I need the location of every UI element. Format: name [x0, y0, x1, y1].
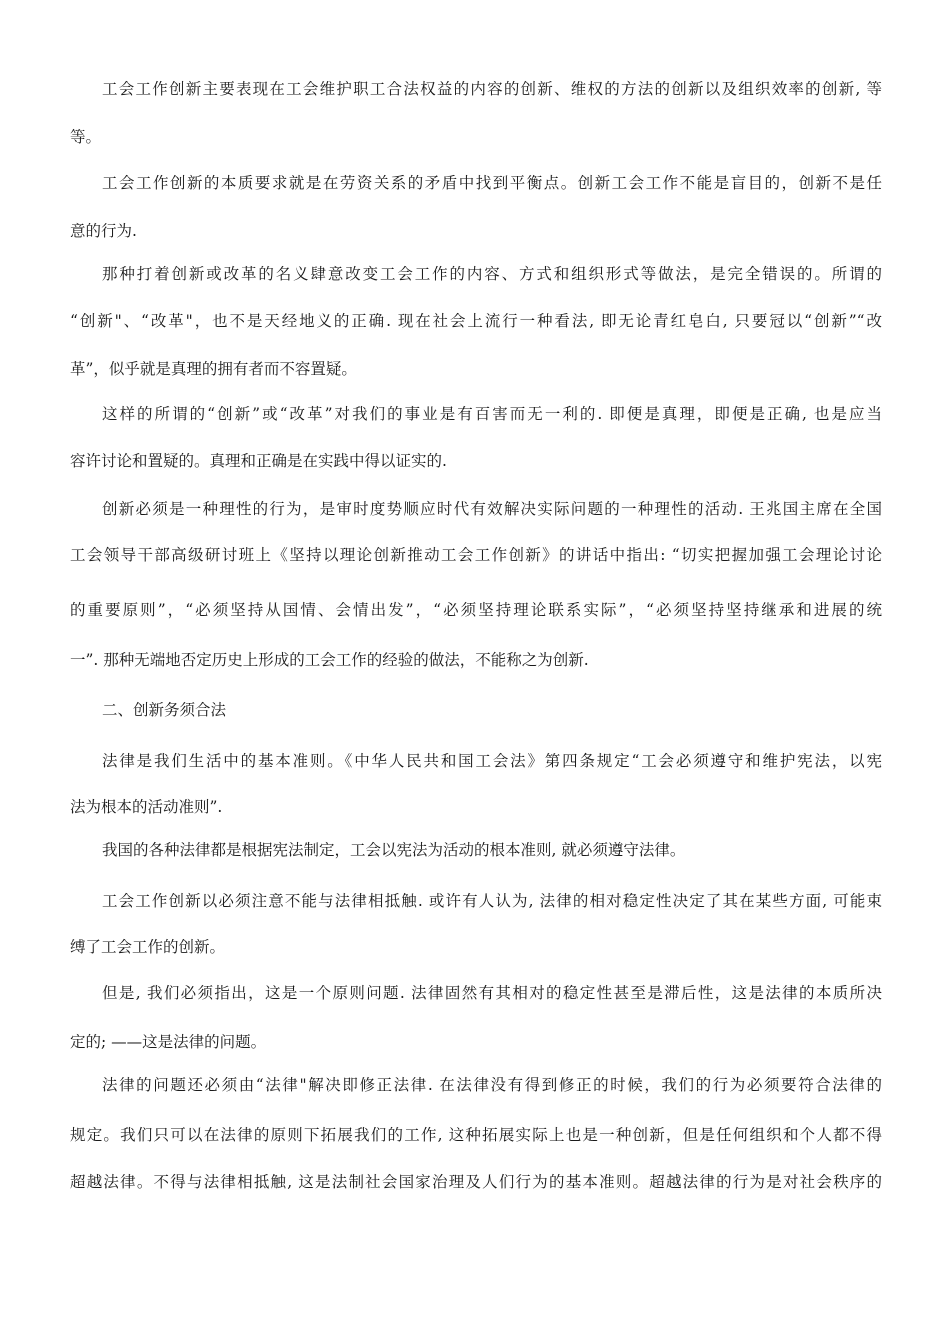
text-line: 法律的问题还必须由“法律"解决即修正法律. 在法律没有得到修正的时候，我们的行为必须要符合法律的 [102, 1076, 882, 1094]
text-line: 的重要原则”，“必须坚持从国情、会情出发”，“必须坚持理论联系实际”，“必须坚持坚持继承和进展的统 [70, 601, 882, 619]
text-line: 容许讨论和置疑的。真理和正确是在实践中得以证实的. [70, 452, 447, 470]
text-line: 工会工作创新主要表现在工会维护职工合法权益的内容的创新、维权的方法的创新以及组织效率的创新, 等 [102, 80, 882, 98]
text-line: 超越法律。不得与法律相抵触, 这是法制社会国家治理及人们行为的基本准则。超越法律的行为是对社会秩序的 [70, 1173, 882, 1191]
text-line: 等。 [70, 128, 102, 146]
text-line: 那种打着创新或改革的名义肆意改变工会工作的内容、方式和组织形式等做法，是完全错误的。所谓的 [102, 265, 882, 283]
text-line: 工会领导干部高级研讨班上《坚持以理论创新推动工会工作创新》的讲话中指出: “切实把握加强工会理论讨论 [70, 546, 882, 564]
text-line: 一”. 那种无端地否定历史上形成的工会工作的经验的做法，不能称之为创新. [70, 651, 589, 669]
text-line: 这样的所谓的“创新”或“改革”对我们的事业是有百害而无一利的. 即便是真理，即便是正确, 也是应当 [102, 405, 882, 423]
text-line: 但是, 我们必须指出，这是一个原则问题. 法律固然有其相对的稳定性甚至是滞后性，这是法律的本质所决 [102, 984, 882, 1002]
text-line: 缚了工会工作的创新。 [70, 938, 226, 956]
text-line: 我国的各种法律都是根据宪法制定，工会以宪法为活动的根本准则, 就必须遵守法律。 [102, 841, 686, 859]
text-line: 法律是我们生活中的基本准则。《中华人民共和国工会法》第四条规定“工会必须遵守和维护宪法，以宪 [102, 752, 882, 770]
text-line: 工会工作创新的本质要求就是在劳资关系的矛盾中找到平衡点。创新工会工作不能是盲目的，创新不是任 [102, 174, 882, 192]
section-heading: 二、创新务须合法 [102, 701, 227, 719]
text-line: 革”，似乎就是真理的拥有者而不容置疑。 [70, 360, 357, 378]
text-line: 法为根本的活动准则”. [70, 798, 223, 816]
text-line: “创新"、“改革"，也不是天经地义的正确. 现在社会上流行一种看法, 即无论青红皂白, 只要冠以“创新”“改 [70, 312, 882, 330]
text-line: 意的行为. [70, 222, 137, 240]
text-line: 工会工作创新以必须注意不能与法律相抵触. 或许有人认为, 法律的相对稳定性决定了其在某些方面, 可能束 [102, 892, 882, 910]
text-line: 定的; ——这是法律的问题。 [70, 1033, 267, 1051]
text-line: 规定。我们只可以在法律的原则下拓展我们的工作, 这种拓展实际上也是一种创新，但是任何组织和个人都不得 [70, 1126, 882, 1144]
text-line: 创新必须是一种理性的行为，是审时度势顺应时代有效解决实际问题的一种理性的活动. 王兆国主席在全国 [102, 500, 882, 518]
